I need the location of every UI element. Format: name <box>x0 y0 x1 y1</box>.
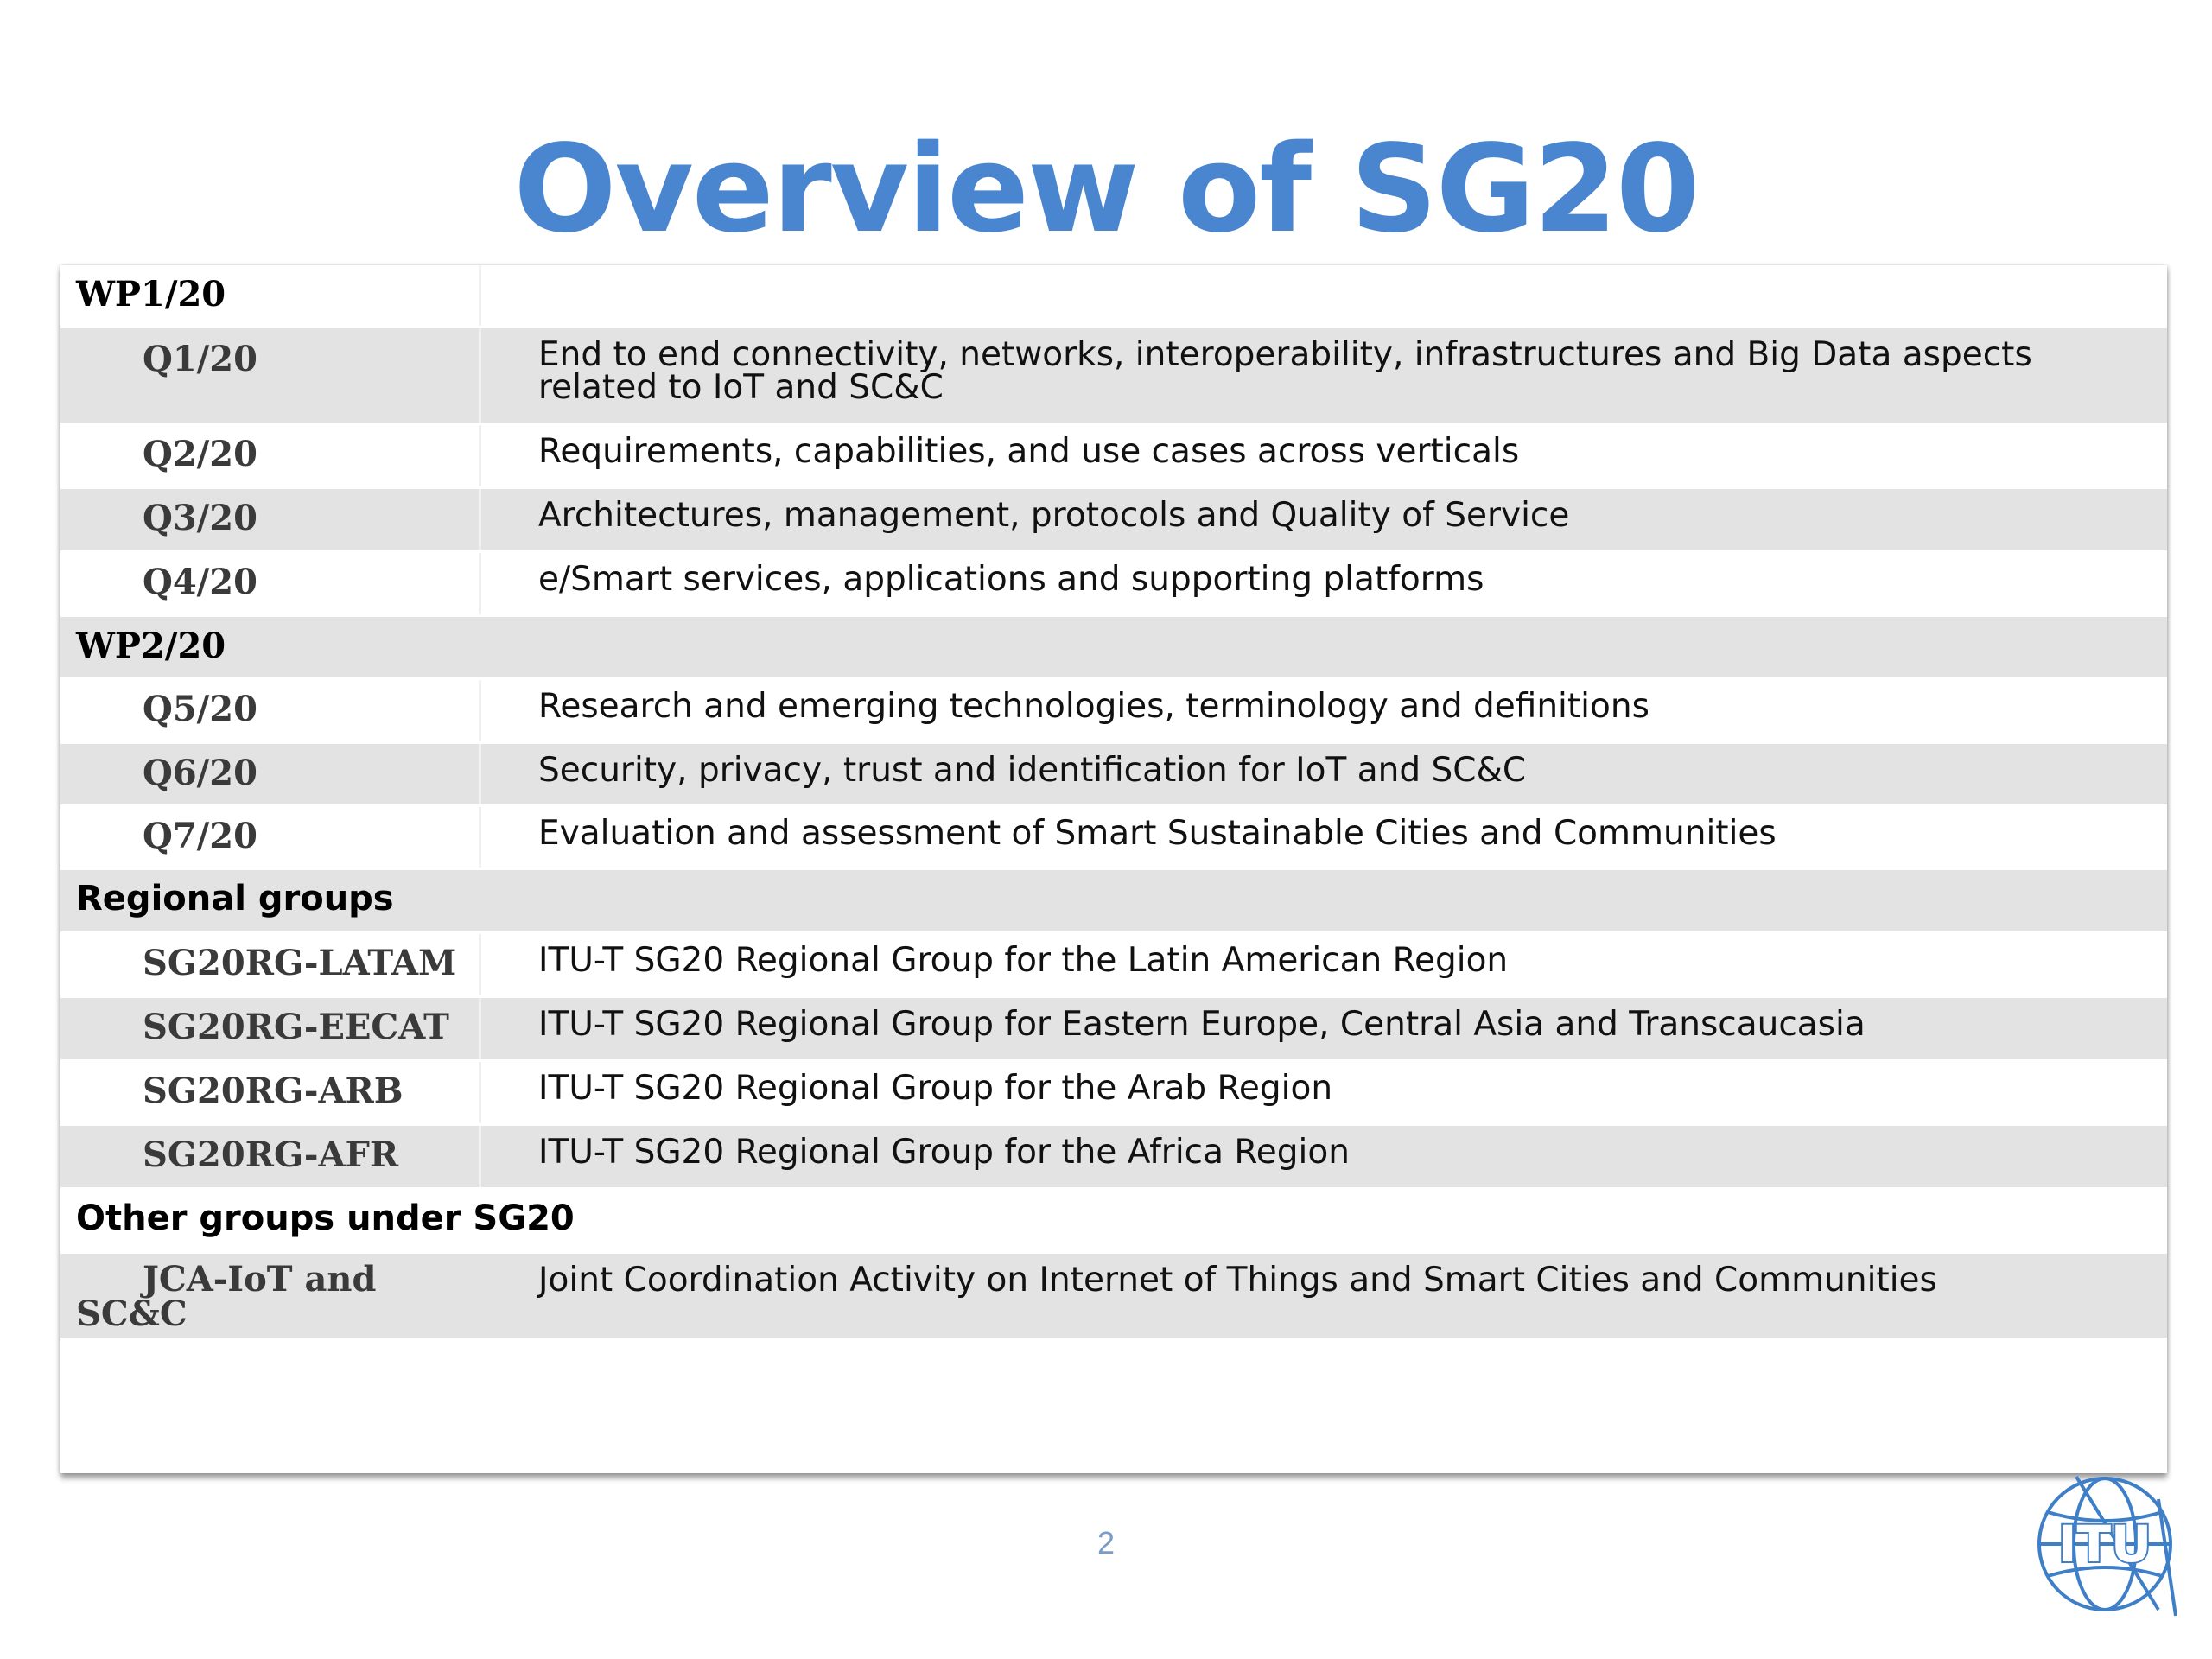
question-description: Security, privacy, trust and identification for IoT and SC&C <box>538 751 1527 790</box>
group-description: ITU-T SG20 Regional Group for the Africa Region <box>538 1133 1350 1172</box>
group-description: ITU-T SG20 Regional Group for the Latin American Region <box>538 941 1509 980</box>
group-description: ITU-T SG20 Regional Group for Eastern Europe, Central Asia and Transcaucasia <box>538 1005 1866 1044</box>
table-row <box>60 680 2167 744</box>
question-code: Q2/20 <box>143 434 257 474</box>
question-description: Evaluation and assessment of Smart Sustainable Cities and Communities <box>538 814 1777 853</box>
table-row <box>60 489 2167 553</box>
table-row-section-wp1 <box>60 265 2167 328</box>
question-description: End to end connectivity, networks, interoperability, infrastructures and Big Data aspects related to IoT and SC&C <box>538 335 2032 407</box>
page-number: 2 <box>1096 1525 1116 1560</box>
section-label: Regional groups <box>76 879 394 918</box>
itu-globe-logo-icon <box>2029 1465 2184 1620</box>
question-description: Architectures, management, protocols and Quality of Service <box>538 496 1570 535</box>
question-description: e/Smart services, applications and supporting platforms <box>538 560 1484 599</box>
group-code: SG20RG-ARB <box>143 1071 404 1111</box>
group-code: SG20RG-LATAM <box>143 943 457 983</box>
question-code: Q3/20 <box>143 498 257 538</box>
question-description: Requirements, capabilities, and use cases across verticals <box>538 432 1520 471</box>
question-code: Q6/20 <box>143 753 257 793</box>
overview-table <box>60 265 2167 1340</box>
group-code: SG20RG-AFR <box>143 1135 399 1175</box>
overview-table-panel <box>60 265 2167 1473</box>
table-row <box>60 934 2167 998</box>
table-row <box>60 998 2167 1062</box>
question-code: Q4/20 <box>143 562 257 602</box>
section-label: Other groups under SG20 <box>76 1198 575 1238</box>
table-row-section-regional <box>60 870 2167 934</box>
section-label: WP2/20 <box>76 626 226 666</box>
question-code: Q7/20 <box>143 816 257 856</box>
question-code: Q1/20 <box>143 339 257 379</box>
logo-text: ITU <box>2057 1515 2152 1573</box>
table-row <box>60 1062 2167 1126</box>
table-row-section-wp2 <box>60 617 2167 680</box>
question-code: Q5/20 <box>143 689 257 729</box>
table-row <box>60 1254 2167 1340</box>
table-row-section-other <box>60 1190 2167 1254</box>
table-row <box>60 807 2167 870</box>
section-label: WP1/20 <box>76 274 226 315</box>
group-description: ITU-T SG20 Regional Group for the Arab Region <box>538 1069 1333 1108</box>
question-description: Research and emerging technologies, terminology and definitions <box>538 687 1649 726</box>
table-row <box>60 744 2167 807</box>
slide-title: Overview of SG20 <box>513 119 1699 260</box>
table-row <box>60 1126 2167 1190</box>
group-code: SG20RG-EECAT <box>143 1007 449 1047</box>
table-row <box>60 328 2167 425</box>
table-row <box>60 553 2167 617</box>
group-code: JCA-IoT and SC&C <box>76 1259 377 1334</box>
table-row <box>60 425 2167 489</box>
group-description: Joint Coordination Activity on Internet of Things and Smart Cities and Communities <box>538 1261 1937 1300</box>
